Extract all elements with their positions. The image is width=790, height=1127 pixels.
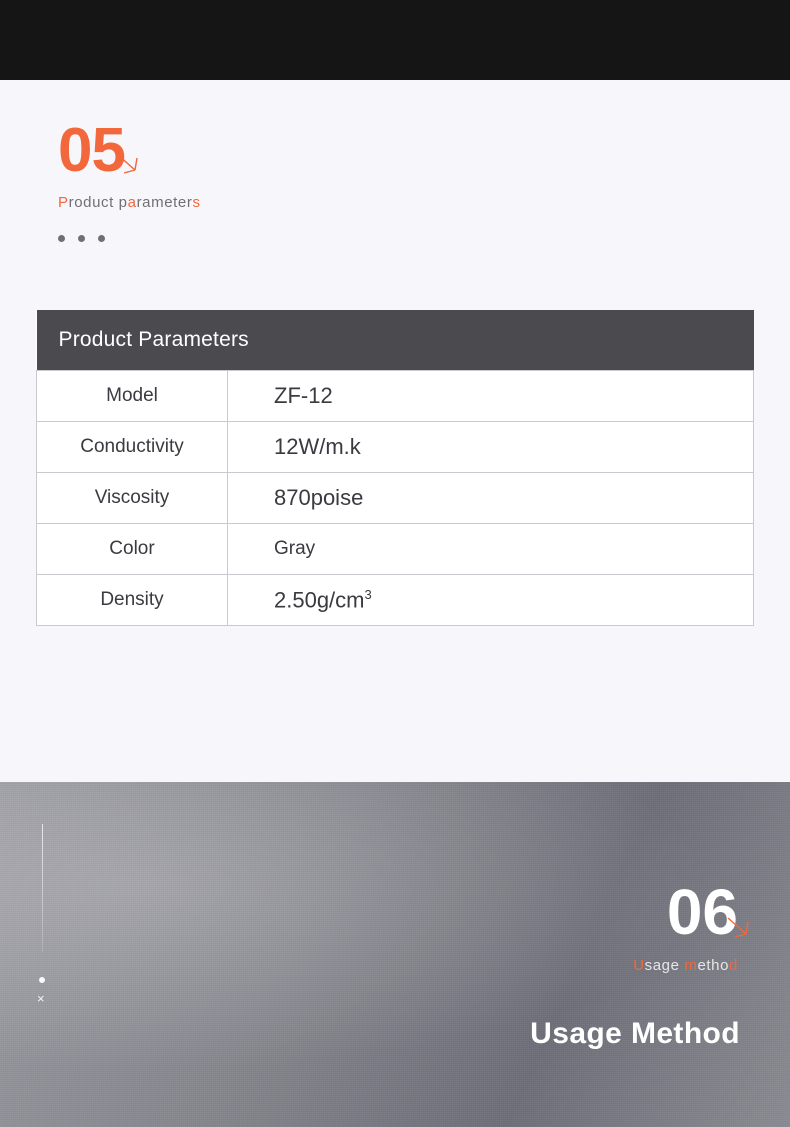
section-subtitle: Product parameters — [58, 194, 201, 211]
table-row — [37, 371, 754, 422]
table-row — [37, 524, 754, 575]
table-cell-value: 870poise — [228, 473, 754, 524]
photo-grain-overlay — [0, 782, 790, 1127]
table-cell-key: Conductivity — [37, 422, 228, 473]
section-heading — [58, 116, 458, 242]
product-parameters-table — [36, 310, 754, 626]
dot-icon — [78, 235, 85, 242]
table-header-row — [37, 310, 754, 371]
table-cell-key: Color — [37, 524, 228, 575]
marker-x-icon: × — [37, 991, 45, 1006]
product-parameters-section — [0, 80, 790, 782]
usage-title: Usage Method — [530, 1017, 740, 1050]
table-cell-key: Density — [37, 575, 228, 626]
vertical-rule — [42, 824, 43, 952]
usage-number-wrap — [666, 876, 738, 948]
usage-method-section — [0, 782, 790, 1127]
check-tick-icon — [726, 916, 752, 942]
section-number: 05 — [58, 116, 125, 185]
table-cell-key: Viscosity — [37, 473, 228, 524]
section-number-wrap — [58, 116, 125, 185]
table-cell-value: 12W/m.k — [228, 422, 754, 473]
density-value: 2.50g/cm — [274, 587, 365, 613]
dot-icon — [58, 235, 65, 242]
marker-dot-icon — [39, 977, 45, 983]
table-row — [37, 422, 754, 473]
table-row — [37, 575, 754, 626]
top-black-band — [0, 0, 790, 80]
table-cell-value: ZF-12 — [228, 371, 754, 422]
check-tick-icon — [115, 152, 141, 178]
table-cell-value: Gray — [228, 524, 754, 575]
table-header-title: Product Parameters — [37, 310, 754, 371]
density-superscript: 3 — [364, 587, 372, 602]
dot-icon — [98, 235, 105, 242]
table-cell-value — [228, 575, 754, 626]
usage-number: 06 — [666, 876, 738, 948]
table-row — [37, 473, 754, 524]
decorative-dots — [58, 235, 458, 242]
table-cell-key: Model — [37, 371, 228, 422]
usage-subtitle: Usage method — [633, 957, 738, 974]
